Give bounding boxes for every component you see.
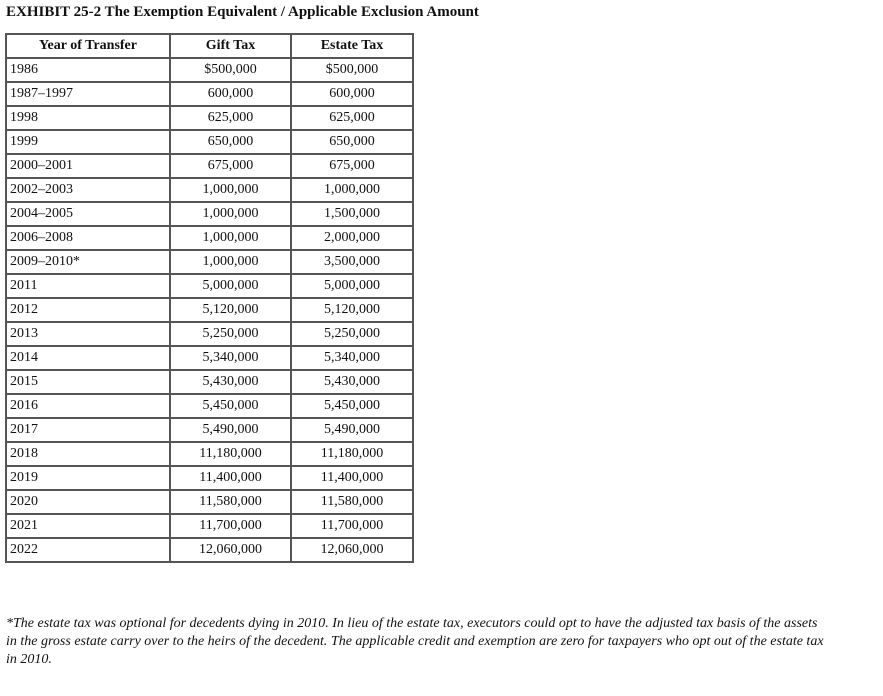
- table-row: [6, 250, 413, 274]
- gift-tax-cell: 11,700,000: [170, 514, 291, 538]
- estate-tax-cell: 12,060,000: [291, 538, 413, 562]
- year-cell: 2011: [6, 274, 170, 298]
- estate-tax-cell: 5,250,000: [291, 322, 413, 346]
- estate-tax-cell: 2,000,000: [291, 226, 413, 250]
- gift-tax-cell: 5,250,000: [170, 322, 291, 346]
- estate-tax-cell: 5,000,000: [291, 274, 413, 298]
- gift-tax-cell: 5,340,000: [170, 346, 291, 370]
- estate-tax-cell: $500,000: [291, 58, 413, 82]
- table-row: [6, 442, 413, 466]
- gift-tax-cell: 11,580,000: [170, 490, 291, 514]
- year-cell: 2012: [6, 298, 170, 322]
- table-row: [6, 466, 413, 490]
- year-cell: 2018: [6, 442, 170, 466]
- estate-tax-cell: 11,400,000: [291, 466, 413, 490]
- gift-tax-cell: 1,000,000: [170, 178, 291, 202]
- header-gift-tax: Gift Tax: [170, 34, 291, 58]
- footnote: *The estate tax was optional for decedents dying in 2010. In lieu of the estate tax, executors could opt to have the adjusted tax basis of the assets in the gross estate carry over to the heirs of the decedent. The applicable credit and exemption are zero for taxpayers who opt out of the estate tax in 2010.: [6, 616, 824, 667]
- gift-tax-cell: 12,060,000: [170, 538, 291, 562]
- year-cell: 2004–2005: [6, 202, 170, 226]
- gift-tax-cell: 675,000: [170, 154, 291, 178]
- year-cell: 1999: [6, 130, 170, 154]
- table-row: [6, 106, 413, 130]
- gift-tax-cell: $500,000: [170, 58, 291, 82]
- header-year: Year of Transfer: [6, 34, 170, 58]
- gift-tax-cell: 11,180,000: [170, 442, 291, 466]
- estate-tax-cell: 650,000: [291, 130, 413, 154]
- year-cell: 1987–1997: [6, 82, 170, 106]
- gift-tax-cell: 1,000,000: [170, 250, 291, 274]
- table-row: [6, 322, 413, 346]
- estate-tax-cell: 3,500,000: [291, 250, 413, 274]
- year-cell: 2016: [6, 394, 170, 418]
- gift-tax-cell: 625,000: [170, 106, 291, 130]
- gift-tax-cell: 11,400,000: [170, 466, 291, 490]
- estate-tax-cell: 600,000: [291, 82, 413, 106]
- estate-tax-cell: 5,120,000: [291, 298, 413, 322]
- year-cell: 2009–2010*: [6, 250, 170, 274]
- table-row: [6, 298, 413, 322]
- estate-tax-cell: 5,490,000: [291, 418, 413, 442]
- gift-tax-cell: 5,450,000: [170, 394, 291, 418]
- gift-tax-cell: 5,000,000: [170, 274, 291, 298]
- estate-tax-cell: 5,430,000: [291, 370, 413, 394]
- estate-tax-cell: 5,340,000: [291, 346, 413, 370]
- estate-tax-cell: 11,580,000: [291, 490, 413, 514]
- estate-tax-cell: 625,000: [291, 106, 413, 130]
- year-cell: 2013: [6, 322, 170, 346]
- estate-tax-cell: 1,000,000: [291, 178, 413, 202]
- year-cell: 2015: [6, 370, 170, 394]
- year-cell: 2000–2001: [6, 154, 170, 178]
- table-row: [6, 226, 413, 250]
- table-row: [6, 130, 413, 154]
- year-cell: 2022: [6, 538, 170, 562]
- year-cell: 2021: [6, 514, 170, 538]
- year-cell: 2014: [6, 346, 170, 370]
- year-cell: 1986: [6, 58, 170, 82]
- table-row: [6, 202, 413, 226]
- gift-tax-cell: 1,000,000: [170, 202, 291, 226]
- exemption-table: [5, 33, 414, 563]
- table-row: [6, 370, 413, 394]
- gift-tax-cell: 650,000: [170, 130, 291, 154]
- year-cell: 2006–2008: [6, 226, 170, 250]
- table-row: [6, 82, 413, 106]
- table-row: [6, 346, 413, 370]
- estate-tax-cell: 675,000: [291, 154, 413, 178]
- table-row: [6, 490, 413, 514]
- table-row: [6, 418, 413, 442]
- gift-tax-cell: 5,120,000: [170, 298, 291, 322]
- year-cell: 2002–2003: [6, 178, 170, 202]
- year-cell: 2017: [6, 418, 170, 442]
- table-row: [6, 178, 413, 202]
- table-row: [6, 394, 413, 418]
- table-row: [6, 538, 413, 562]
- year-cell: 2019: [6, 466, 170, 490]
- header-row: [6, 34, 413, 58]
- gift-tax-cell: 5,490,000: [170, 418, 291, 442]
- year-cell: 2020: [6, 490, 170, 514]
- exhibit-title: EXHIBIT 25-2 The Exemption Equivalent / Applicable Exclusion Amount: [6, 4, 479, 20]
- table-row: [6, 58, 413, 82]
- table-row: [6, 154, 413, 178]
- gift-tax-cell: 1,000,000: [170, 226, 291, 250]
- estate-tax-cell: 11,180,000: [291, 442, 413, 466]
- estate-tax-cell: 1,500,000: [291, 202, 413, 226]
- header-estate-tax: Estate Tax: [291, 34, 413, 58]
- year-cell: 1998: [6, 106, 170, 130]
- estate-tax-cell: 11,700,000: [291, 514, 413, 538]
- table-row: [6, 274, 413, 298]
- gift-tax-cell: 5,430,000: [170, 370, 291, 394]
- table-row: [6, 514, 413, 538]
- estate-tax-cell: 5,450,000: [291, 394, 413, 418]
- gift-tax-cell: 600,000: [170, 82, 291, 106]
